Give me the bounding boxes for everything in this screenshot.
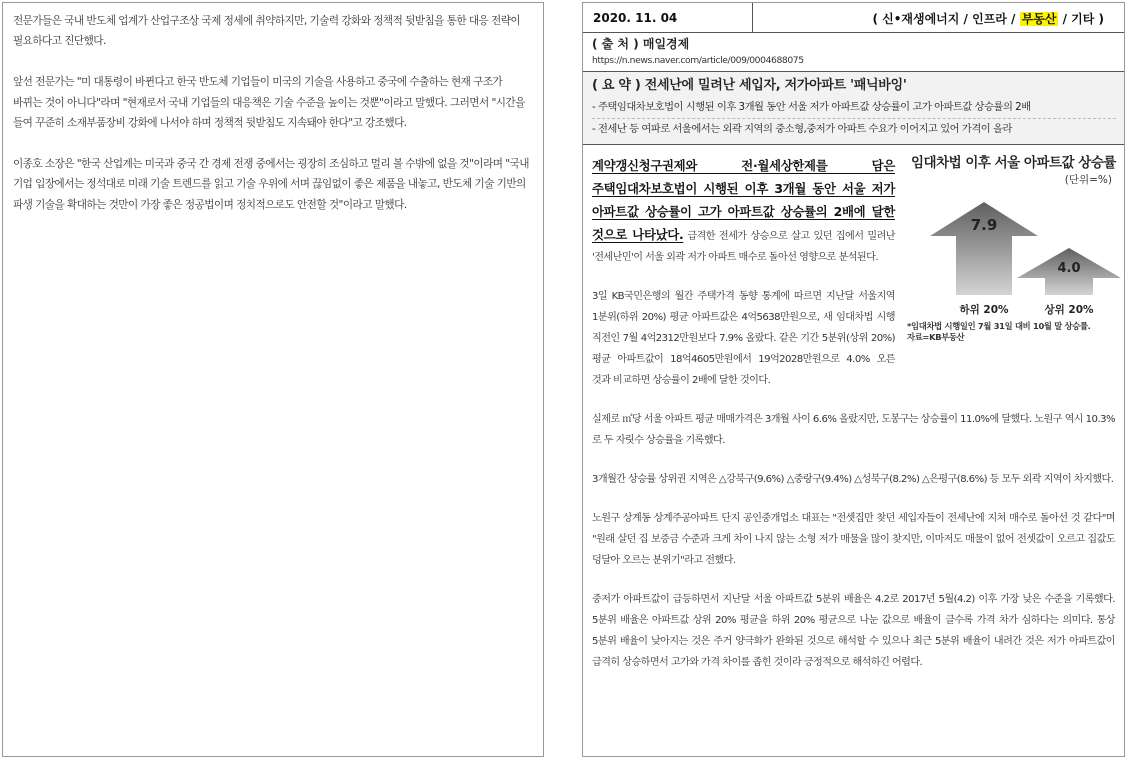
body-paragraph: 노원구 상계동 상계주공아파트 단지 공인중개업소 대표는 "전셋집만 찾던 세입자들이 전세난에 지쳐 매수로 돌아선 것 같다"며 "원래 살던 집 보증금 수준과 크게 차이 나지 않는 소형 저가 매물을 많이 찾지만, 이마저도 매물이 없어 전셋값이 오르고 집값도 덩달아 오르는 분위기"라고 전했다. [592,513,1115,566]
right-document-page [582,2,1125,757]
left-document-page [2,2,544,757]
summary-item: - 주택임대차보호법이 시행된 이후 3개월 동안 서울 저가 아파트값 상승률이 고가 아파트값 상승률의 2배 [592,101,1031,113]
chart-plot [899,191,1124,319]
chart-note [907,321,1091,343]
lead-tail: 급격한 전세가 상승으로 살고 있던 집에서 밀려난 '전세난민'이 서울 외곽 저가 아파트 매수로 돌아선 영향으로 분석된다. [592,231,895,263]
summary-title: ( 요 약 ) 전세난에 밀려난 세입자, 저가아파트 '패닉바잉' [592,78,907,93]
chart-category-label: 하위 20% [959,304,1009,316]
chart-note-line: 자료=KB부동산 [907,332,965,342]
body-paragraph: 3일 KB국민은행의 월간 주택가격 동향 통계에 따르면 지난달 서울지역 1분위(하위 20%) 평균 아파트값은 4억5638만원으로, 새 임대차법 시행 직전인 7월 4억2312만원보다 7.9% 올랐다. 같은 기간 5분위(상위 20%) 평균 아파트값이 18억4605만원에서 19억2028만원으로 4.0% 오른 것과 비교하면 상승률이 2배에 달한 것이다. [592,291,895,386]
chart-value-label: 7.9 [970,216,998,235]
article-body [583,145,1124,673]
left-paragraph-2: 앞선 전문가는 "미 대통령이 바뀐다고 한국 반도체 기업들이 미국의 기술을 사용하고 중국에 수출하는 현재 구조가 바뀌는 것이 아니다"라며 "현재로서 국내 기업들의 대응책은 기술 수준을 높이는 것뿐"이라고 말했다. 그러면서 "시간을 들여 꾸준히 소재부품장비 강화에 나서야 하며 정책적 뒷받침도 지속돼야 한다"고 강조했다. [13,76,525,130]
category-highlight: 부동산 [1021,12,1057,26]
left-paragraph-3: 이종호 소장은 "한국 산업계는 미국과 중국 간 경제 전쟁 중에서는 굉장히 조심하고 멀리 볼 수밖에 없을 것"이라며 "국내 기업 입장에서는 정석대로 미래 기술 트렌드를 읽고 기술 우위에 서며 끊임없이 좋은 제품을 내놓고, 반도체 기술 기반의 파생 기술을 확대하는 것만이 가장 좋은 정공법이며 정치적으로도 안전할 것"이라고 말했다. [13,157,529,211]
category-list [753,3,1124,32]
source-section [583,33,1124,72]
source-label: ( 출 처 ) 매일경제 [592,37,690,51]
chart-category-label: 상위 20% [1044,304,1094,316]
chart-graphic [899,151,1124,371]
left-paragraph-1: 전문가들은 국내 반도체 업계가 산업구조상 국제 정세에 취약하지만, 기술력 강화와 정책적 뒷받침을 통한 대응 전략이 필요하다고 진단했다. [13,15,521,48]
body-paragraph: 3개월간 상승률 상위권 지역은 △강북구(9.6%) △중랑구(9.4%) △성북구(8.2%) △은평구(8.6%) 등 모두 외곽 지역이 차지했다. [592,474,1114,485]
chart-note-line: *임대차법 시행일인 7월 31일 대비 10월 말 상승률. [907,321,1091,331]
lead-text: 계약갱신청구권제와 전·월세상한제를 담은 주택임대차보호법이 시행된 이후 3개월 동안 서울 저가 아파트값 상승률이 고가 아파트값 상승률의 2배에 달한 것으로 나타났다. [592,158,895,242]
summary-item: - 전세난 등 여파로 서울에서는 외곽 지역의 중소형,중저가 아파트 수요가 이어지고 있어 가격이 올라 [592,118,1116,140]
chart-title: 임대차법 이후 서울 아파트값 상승률 [911,155,1116,171]
article-date: 2020. 11. 04 [583,3,753,32]
body-paragraph: 중저가 아파트값이 급등하면서 지난달 서울 아파트값 5분위 배율은 4.2로 2017년 5월(4.2) 이후 가장 낮은 수준을 기록했다. 5분위 배율은 아파트값 상위 20% 평균을 하위 20% 평균으로 나눈 값으로 배율이 클수록 가격 차가 심하다는 의미다. 통상 5분위 배율이 낮아지는 것은 주거 양극화가 완화된 것으로 해석할 수 있으나 최근 5분위 배율이 내려간 것은 저가 아파트값이 급격히 상승하면서 고가와 가격 차이를 좁힌 것이라 긍정적으로 해석하긴 어렵다. [592,594,1115,668]
chart-value-label: 4.0 [1057,260,1081,276]
body-paragraph: 실제로 ㎡당 서울 아파트 평균 매매가격은 3개월 사이 6.6% 올랐지만, 도봉구는 상승률이 11.0%에 달했다. 노원구 역시 10.3%로 두 자릿수 상승률을 기록했다. [592,414,1115,446]
category-prefix: ( 신•재생에너지 / 인프라 / [872,12,1020,26]
summary-section [583,72,1124,145]
category-suffix: / 기타 ) [1058,12,1104,26]
chart-unit: (단위=%) [1064,174,1112,186]
article-header [583,3,1124,33]
source-url: https://n.news.naver.com/article/009/0004688075 [592,55,804,66]
